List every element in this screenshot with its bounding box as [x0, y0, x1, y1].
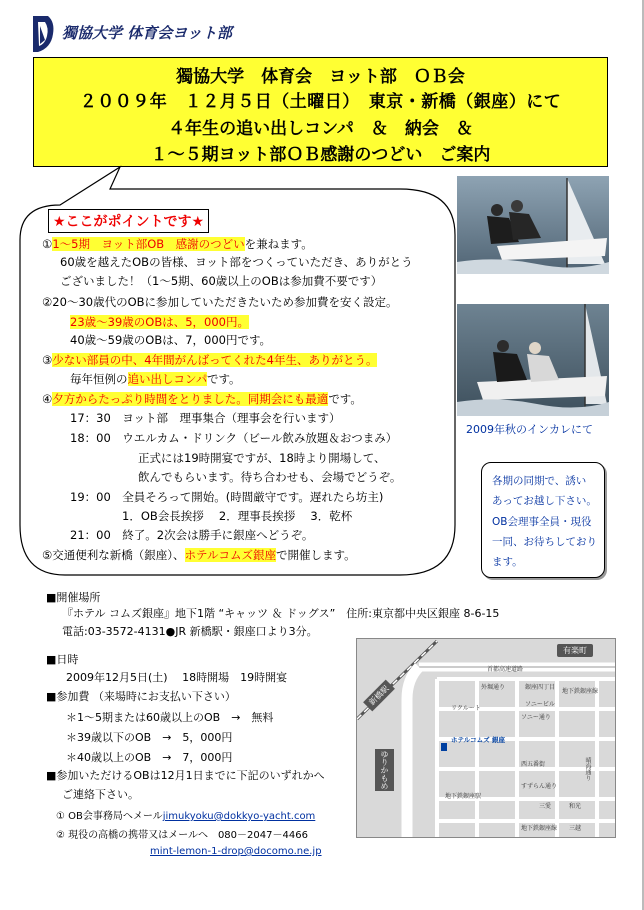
point-4-line-1: ④夕方からたっぷり時間をとりました。同期会にも最適です。: [42, 392, 362, 406]
map-label-8: 三愛: [539, 803, 552, 810]
point-2-line-1: ②20～30歳代のOBに参加していただきたいため参加費を安く設定。: [42, 295, 398, 309]
point-2-line-2: 23歳～39歳のOBは、5，000円。: [70, 315, 249, 329]
student-email-link[interactable]: mint-lemon-1-drop@docomo.ne.jp: [150, 846, 322, 857]
invitation-note: [481, 462, 605, 578]
map-label-3: ソニービル: [525, 701, 555, 708]
note-line-3: OB会理事全員・現役: [492, 516, 592, 528]
map-label-10: 晴海通り: [584, 757, 591, 781]
title-line-1: 獨協大学 体育会 ヨット部 ＯＢ会: [176, 67, 465, 87]
map-label-hotel: ホテルコムズ 銀座: [451, 736, 505, 744]
map-label-9: 和光: [569, 803, 582, 810]
map-label-5: ソニー通り: [521, 714, 551, 721]
point-3-line-2: 毎年恒例の追い出しコンパです。: [70, 372, 241, 386]
title-box: [33, 57, 608, 167]
point-1-line-1: ①1～5期 ヨット部OB 感謝のつどいを兼ねます。: [42, 237, 313, 251]
map-label-2: 地下鉄銀座線: [562, 688, 599, 695]
title-line-2: ２００９年 １２月５日（土曜日） 東京・新橋（銀座）にて: [79, 92, 562, 112]
fee-label: ■参加費 （来場時にお支払い下さい）: [46, 690, 236, 703]
map-label-0: 外堀通り: [481, 684, 506, 691]
office-email-link[interactable]: jimukyoku@dokkyo-yacht.com: [162, 811, 316, 822]
map-label-expressway: 首都高速道路: [487, 666, 524, 673]
fee-line-3: ＊40歳以上のOB → 7，000円: [66, 751, 233, 764]
sailing-photo-1: [457, 176, 609, 274]
map-label-shinbashi: 新橋駅: [363, 680, 395, 712]
org-name: 獨協大学 体育会ヨット部: [62, 24, 232, 42]
contact-line-2: ご連絡下さい。: [62, 788, 139, 801]
schedule-1900: 19：00 全員そろって開始。(時間厳守です。遅れたら坊主): [70, 490, 384, 504]
map-label-7: すずらん通り: [521, 783, 558, 790]
schedule-1900-program: 1．OB会長挨拶 2．理事長挨拶 3．乾杯: [122, 509, 353, 523]
yacht-club-logo-icon: [30, 14, 56, 54]
schedule-1800-note-2: 飲んでもらいます。待ち合わせも、会場でどうぞ。: [138, 470, 402, 484]
note-line-2: あってお越し下さい。: [492, 495, 597, 507]
schedule-2100: 21：00 終了。2次会は勝手に銀座へどうぞ。: [70, 528, 314, 542]
point-3-line-1: ③少ない部員の中、4年間がんばってくれた4年生、ありがとう。: [42, 353, 378, 367]
note-line-1: 各期の同期で、誘い: [492, 475, 587, 487]
contact-line-1: ■参加いただけるOBは12月1日までに下記のいずれかへ: [46, 769, 325, 782]
date-label: ■日時: [46, 653, 79, 666]
date-line: 2009年12月5日(土) 18時開場 19時開宴: [66, 671, 288, 684]
map-label-yurakucho: 有楽町: [557, 644, 593, 657]
map-label-4: リクルート: [451, 705, 481, 712]
venue-map: [356, 638, 616, 838]
venue-line-2: 電話:03-3572-4131●JR 新橋駅・銀座口より3分。: [62, 625, 318, 638]
sailing-photo-2: [457, 304, 609, 416]
map-label-11: 地下鉄銀座駅: [445, 793, 482, 800]
schedule-1800-note-1: 正式には19時開宴ですが、18時より開場して、: [138, 451, 386, 465]
map-label-6: 西五番街: [521, 761, 546, 768]
venue-label: ■開催場所: [46, 591, 101, 604]
fee-line-2: ＊39歳以下のOB → 5，000円: [66, 731, 233, 744]
title-line-3: ４年生の追い出しコンパ ＆ 納会 ＆: [168, 119, 473, 139]
map-label-13: 地下鉄銀座線: [521, 825, 558, 832]
point-1-line-2: 60歳を越えたOBの皆様、ヨット部をつくっていただき、ありがとう: [60, 255, 413, 269]
map-label-1: 銀座四丁目: [525, 684, 556, 691]
contact-method-2: ② 現役の高橋の携帯又はメールへ 080－2047－4466: [56, 830, 308, 841]
note-line-4: 一同、お待ちしており: [492, 536, 597, 548]
schedule-1800: 18：00 ウエルカム・ドリンク（ビール飲み放題＆おつまみ）: [70, 431, 398, 445]
point-1-line-3: ございました！（1～5期、60歳以上のOBは参加費不要です）: [60, 274, 383, 288]
note-line-5: ます。: [492, 556, 523, 568]
point-2-line-3: 40歳～59歳のOBは、7，000円です。: [70, 333, 272, 347]
schedule-1730: 17：30 ヨット部 理事集合（理事会を行います）: [70, 411, 341, 425]
venue-line-1: 『ホテル コムズ銀座』地下1階 “キャッツ ＆ ドッグス” 住所:東京都中央区銀座 8-6-15: [62, 607, 500, 620]
point-5-line-1: ⑤交通便利な新橋（銀座）、ホテルコムズ銀座で開催します。: [42, 548, 356, 562]
title-line-4: １～５期ヨット部ＯＢ感謝のつどい ご案内: [150, 145, 491, 165]
contact-method-1: ① OB会事務局へメールjimukyoku@dokkyo-yacht.com: [56, 811, 316, 822]
map-label-yurikamome: ゆりかもめ: [375, 749, 394, 791]
points-heading: ★ここがポイントです★: [48, 209, 209, 233]
photo-caption: 2009年秋のインカレにて: [466, 423, 593, 436]
fee-line-1: ＊1～5期または60歳以上のOB → 無料: [66, 711, 274, 724]
map-label-12: 三越: [569, 825, 582, 832]
